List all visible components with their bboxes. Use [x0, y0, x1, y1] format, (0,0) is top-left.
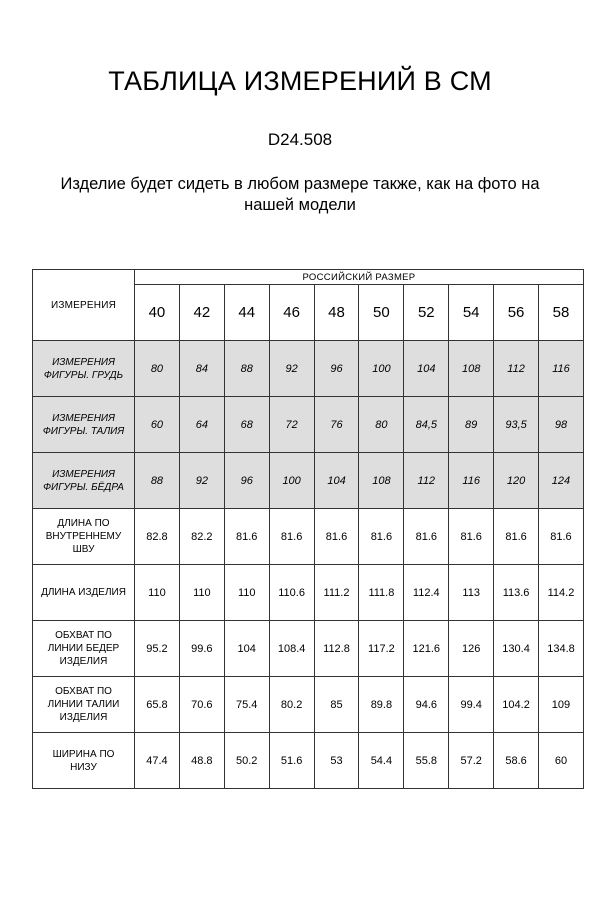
- product-measurement-row-label: [33, 733, 135, 789]
- value-cell: 81.6: [224, 509, 269, 565]
- product-measurement-row-label: [33, 565, 135, 621]
- product-measurement-row-label: [33, 621, 135, 677]
- value-cell: 104: [224, 621, 269, 677]
- row-label-line: НИЗУ: [70, 761, 97, 773]
- value-cell: 121.6: [404, 621, 449, 677]
- size-table: [32, 269, 584, 789]
- value-cell: 104: [404, 341, 449, 397]
- value-cell: 81.6: [269, 509, 314, 565]
- header-row-group: [33, 270, 584, 285]
- value-cell: 112: [494, 341, 539, 397]
- value-cell: 68: [224, 397, 269, 453]
- size-header-cell: 44: [224, 285, 269, 341]
- value-cell: 88: [135, 453, 180, 509]
- value-cell: 51.6: [269, 733, 314, 789]
- value-cell: 50.2: [224, 733, 269, 789]
- product-measurement-row: [33, 733, 584, 789]
- value-cell: 81.6: [359, 509, 404, 565]
- value-cell: 111.2: [314, 565, 359, 621]
- row-label-line: ИЗДЕЛИЯ: [59, 712, 108, 723]
- size-header-cell: 52: [404, 285, 449, 341]
- value-cell: 65.8: [135, 677, 180, 733]
- value-cell: 81.6: [404, 509, 449, 565]
- row-label-line: ШВУ: [72, 544, 95, 555]
- value-cell: 126: [449, 621, 494, 677]
- fit-note-line-2: нашей модели: [244, 196, 356, 214]
- value-cell: 124: [539, 453, 584, 509]
- figure-measurement-row-label: [33, 341, 135, 397]
- value-cell: 89: [449, 397, 494, 453]
- value-cell: 113: [449, 565, 494, 621]
- product-measurement-row-label: [33, 677, 135, 733]
- value-cell: 114.2: [539, 565, 584, 621]
- row-label-line: ИЗМЕРЕНИЯ: [52, 356, 115, 368]
- value-cell: 98: [539, 397, 584, 453]
- value-cell: 55.8: [404, 733, 449, 789]
- product-code: D24.508: [267, 130, 333, 149]
- value-cell: 108.4: [269, 621, 314, 677]
- value-cell: 84,5: [404, 397, 449, 453]
- value-cell: 110.6: [269, 565, 314, 621]
- value-cell: 94.6: [404, 677, 449, 733]
- value-cell: 99.4: [449, 677, 494, 733]
- value-cell: 104: [314, 453, 359, 509]
- size-header-cell: 58: [539, 285, 584, 341]
- value-cell: 134.8: [539, 621, 584, 677]
- figure-measurement-row-label: [33, 453, 135, 509]
- value-cell: 92: [269, 341, 314, 397]
- page-title: ТАБЛИЦА ИЗМЕРЕНИЙ В СМ: [108, 66, 492, 96]
- value-cell: 85: [314, 677, 359, 733]
- value-cell: 116: [449, 453, 494, 509]
- size-header-cell: 48: [314, 285, 359, 341]
- row-label-line: ФИГУРЫ. ТАЛИЯ: [42, 425, 125, 437]
- value-cell: 88: [224, 341, 269, 397]
- figure-measurement-row: [33, 453, 584, 509]
- value-cell: 60: [539, 733, 584, 789]
- value-cell: 93,5: [494, 397, 539, 453]
- value-cell: 110: [179, 565, 224, 621]
- value-cell: 80.2: [269, 677, 314, 733]
- value-cell: 89.8: [359, 677, 404, 733]
- size-header-cell: 54: [449, 285, 494, 341]
- fit-note-line-1: Изделие будет сидеть в любом размере также, как на фото на: [60, 175, 540, 193]
- value-cell: 112.4: [404, 565, 449, 621]
- value-cell: 100: [359, 341, 404, 397]
- size-header-cell: 40: [135, 285, 180, 341]
- figure-measurement-row: [33, 341, 584, 397]
- value-cell: 92: [179, 453, 224, 509]
- row-label-line: ФИГУРЫ. БЁДРА: [43, 481, 124, 493]
- value-cell: 64: [179, 397, 224, 453]
- product-measurement-row: [33, 677, 584, 733]
- size-header-cell: 56: [494, 285, 539, 341]
- row-label-line: ОБХВАТ ПО: [55, 686, 112, 697]
- row-label-line: ШИРИНА ПО: [52, 748, 115, 760]
- value-cell: 108: [449, 341, 494, 397]
- value-cell: 96: [224, 453, 269, 509]
- value-cell: 111.8: [359, 565, 404, 621]
- value-cell: 72: [269, 397, 314, 453]
- row-label-line: ОБХВАТ ПО: [55, 630, 112, 641]
- value-cell: 81.6: [539, 509, 584, 565]
- product-measurement-row: [33, 621, 584, 677]
- size-header-cell: 42: [179, 285, 224, 341]
- figure-measurement-row-label: [33, 397, 135, 453]
- value-cell: 82.8: [135, 509, 180, 565]
- value-cell: 96: [314, 341, 359, 397]
- value-cell: 80: [135, 341, 180, 397]
- value-cell: 116: [539, 341, 584, 397]
- value-cell: 48.8: [179, 733, 224, 789]
- value-cell: 70.6: [179, 677, 224, 733]
- value-cell: 130.4: [494, 621, 539, 677]
- value-cell: 82.2: [179, 509, 224, 565]
- value-cell: 100: [269, 453, 314, 509]
- value-cell: 112: [404, 453, 449, 509]
- row-label-line: ИЗМЕРЕНИЯ: [52, 412, 115, 424]
- row-label-line: ИЗМЕРЕНИЯ: [52, 468, 115, 480]
- russian-size-header: РОССИЙСКИЙ РАЗМЕР: [135, 270, 584, 285]
- product-measurement-row-label: [33, 509, 135, 565]
- row-label-line: ФИГУРЫ. ГРУДЬ: [43, 369, 124, 381]
- value-cell: 47.4: [135, 733, 180, 789]
- value-cell: 110: [224, 565, 269, 621]
- value-cell: 58.6: [494, 733, 539, 789]
- row-label-line: ЛИНИИ БЕДЕР: [47, 643, 120, 654]
- row-label-line: ЛИНИИ ТАЛИИ: [47, 699, 120, 710]
- value-cell: 81.6: [449, 509, 494, 565]
- figure-measurement-row: [33, 397, 584, 453]
- row-label-line: ДЛИНА ИЗДЕЛИЯ: [41, 587, 126, 598]
- value-cell: 95.2: [135, 621, 180, 677]
- value-cell: 99.6: [179, 621, 224, 677]
- value-cell: 117.2: [359, 621, 404, 677]
- product-measurement-row: [33, 565, 584, 621]
- value-cell: 60: [135, 397, 180, 453]
- value-cell: 113.6: [494, 565, 539, 621]
- size-header-cell: 50: [359, 285, 404, 341]
- value-cell: 75.4: [224, 677, 269, 733]
- value-cell: 120: [494, 453, 539, 509]
- measurements-header: ИЗМЕРЕНИЯ: [33, 270, 135, 341]
- value-cell: 84: [179, 341, 224, 397]
- value-cell: 104.2: [494, 677, 539, 733]
- row-label-line: ИЗДЕЛИЯ: [59, 656, 108, 667]
- value-cell: 109: [539, 677, 584, 733]
- row-label-line: ВНУТРЕННЕМУ: [45, 531, 122, 542]
- product-measurement-row: [33, 509, 584, 565]
- value-cell: 81.6: [494, 509, 539, 565]
- value-cell: 81.6: [314, 509, 359, 565]
- value-cell: 57.2: [449, 733, 494, 789]
- row-label-line: ДЛИНА ПО: [57, 518, 110, 529]
- value-cell: 112.8: [314, 621, 359, 677]
- fit-note: [0, 174, 600, 216]
- value-cell: 110: [135, 565, 180, 621]
- size-header-cell: 46: [269, 285, 314, 341]
- value-cell: 76: [314, 397, 359, 453]
- value-cell: 108: [359, 453, 404, 509]
- value-cell: 80: [359, 397, 404, 453]
- value-cell: 53: [314, 733, 359, 789]
- value-cell: 54.4: [359, 733, 404, 789]
